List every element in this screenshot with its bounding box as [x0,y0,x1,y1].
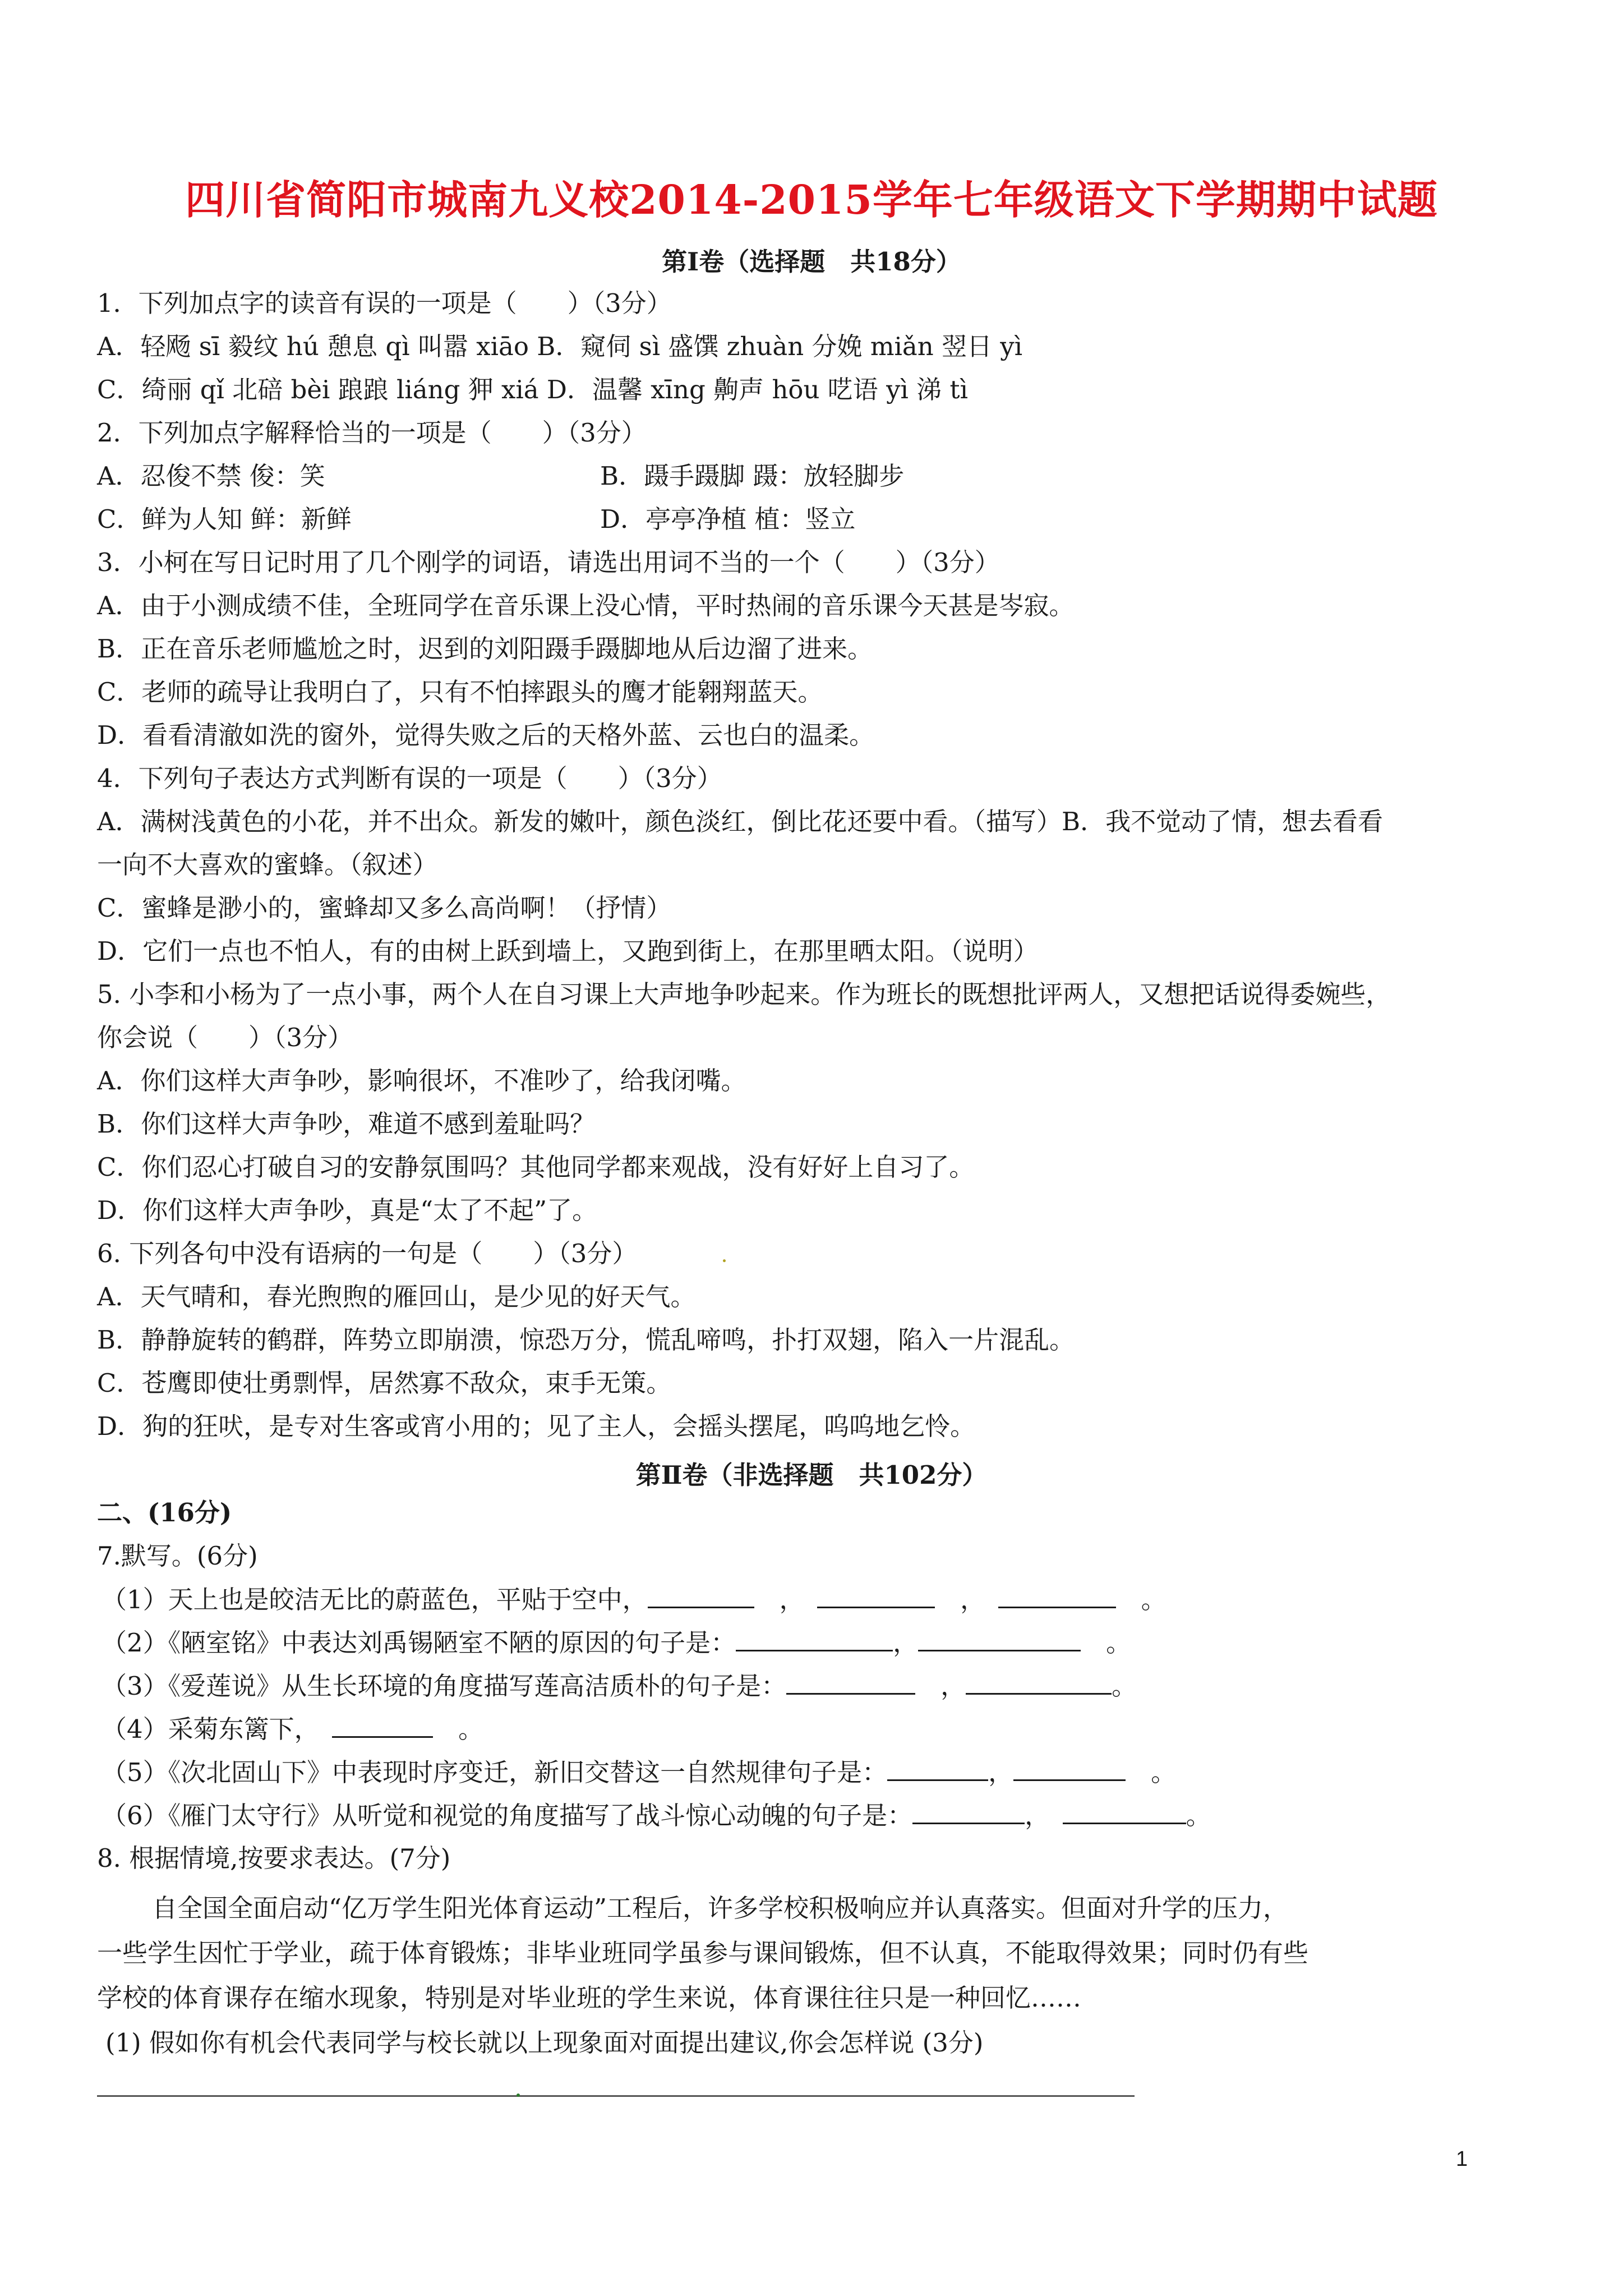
q6-option-d: D．狗的狂吠，是专对生客或宵小用的；见了主人，会摇头摆尾，呜呜地乞怜。 [97,1411,976,1441]
q7-stem: 7.默写。(6分) [97,1541,258,1571]
q8-passage-line1: 自全国全面启动“亿万学生阳光体育运动”工程后，许多学校积极响应并认真落实。但面对升学的压力， [152,1893,1289,1923]
q7-item-3: （3）《爱莲说》从生长环境的角度描写莲高洁质朴的句子是： ， 。 [102,1671,1137,1701]
q7-item-4: （4）采菊东篱下， 。 [102,1714,484,1744]
q7-item-1-text: （1）天上也是皎洁无比的蔚蓝色，平贴于空中， [102,1585,648,1614]
q1-options-cd: C．绮丽 qǐ 北碚 bèi 踉踉 liáng 狎 xiá D．温馨 xīng 齁声 hōu 呓语 yì 涕 tì [97,375,969,404]
q5-option-c: C．你们忍心打破自习的安静氛围吗？其他同学都来观战，没有好好上自习了。 [97,1152,975,1182]
q7-item-2-text: （2）《陋室铭》中表达刘禹锡陋室不陋的原因的句子是： [102,1628,736,1658]
q5-stem-line1: 5. 小李和小杨为了一点小事，两个人在自习课上大声地争吵起来。作为班长的既想批评两人，又想把话说得委婉些， [97,979,1391,1009]
answer-blank[interactable] [1013,1757,1126,1781]
q8-passage-line2: 一些学生因忙于学业，疏于体育锻炼；非毕业班同学虽参与课间锻炼，但不认真，不能取得效果；同时仍有些 [97,1938,1309,1968]
q2-option-b: B．蹑手蹑脚 蹑：放轻脚步 [600,461,905,491]
q7-item-2: （2）《陋室铭》中表达刘禹锡陋室不陋的原因的句子是： ， 。 [102,1628,1132,1658]
answer-blank[interactable] [786,1671,915,1695]
answer-blank[interactable] [817,1584,935,1608]
q7-item-5: （5）《次北固山下》中表现时序变迁，新旧交替这一自然规律句子是： ， 。 [102,1757,1177,1787]
answer-blank[interactable] [912,1800,1025,1824]
answer-blank[interactable] [648,1584,754,1608]
q6-stem: 6. 下列各句中没有语病的一句是（ ）（3分） [97,1239,638,1268]
q3-option-a: A．由于小测成绩不佳，全班同学在音乐课上没心情，平时热闹的音乐课今天甚是岑寂。 [97,591,1075,620]
q3-option-c: C．老师的疏导让我明白了，只有不怕摔跟头的鹰才能翱翔蓝天。 [97,677,823,707]
answer-blank[interactable] [998,1584,1116,1608]
answer-blank[interactable] [887,1757,988,1781]
q3-option-b: B．正在音乐老师尴尬之时，迟到的刘阳蹑手蹑脚地从后边溜了进来。 [97,634,873,664]
q7-item-5-text: （5）《次北固山下》中表现时序变迁，新旧交替这一自然规律句子是： [102,1757,888,1787]
q3-stem: 3．小柯在写日记时用了几个刚学的词语，请选出用词不当的一个（ ）（3分） [97,547,1000,577]
answer-blank[interactable] [736,1627,893,1651]
q4-option-c: C．蜜蜂是渺小的，蜜蜂却又多么高尚啊！（抒情） [97,893,672,923]
q5-option-d: D．你们这样大声争吵，真是“太了不起”了。 [97,1195,598,1225]
q1-stem: 1．下列加点字的读音有误的一项是（ ）（3分） [97,288,672,318]
answer-blank[interactable] [332,1714,433,1738]
q6-option-a: A．天气晴和，春光煦煦的雁回山，是少见的好天气。 [97,1282,696,1312]
q2-option-d: D．亭亭净植 植：竖立 [600,504,856,534]
answer-blank[interactable] [1063,1800,1186,1824]
q3-option-d: D．看看清澈如洗的窗外，觉得失败之后的天格外蓝、云也白的温柔。 [97,720,875,750]
q7-item-6-text: （6）《雁门太守行》从听觉和视觉的角度描写了战斗惊心动魄的句子是： [102,1801,913,1830]
q8-stem: 8. 根据情境,按要求表达。(7分) [97,1843,451,1873]
q8-sub-question-1: (1) 假如你有机会代表同学与校长就以上现象面对面提出建议,你会怎样说 (3分) [105,2028,984,2058]
q4-option-ab-line1: A．满树浅黄色的小花，并不出众。新发的嫩叶，颜色淡红，倒比花还要中看。（描写）B．我不觉动了情，想去看看 [97,807,1384,836]
q7-item-4-text: （4）采菊东篱下， [102,1714,307,1744]
q5-option-b: B．你们这样大声争吵，难道不感到羞耻吗？ [97,1109,596,1139]
section-two-heading: 二、(16分) [97,1498,232,1527]
q4-option-ab-line2: 一向不大喜欢的蜜蜂。（叙述） [97,850,438,880]
q2-option-c: C．鲜为人知 鲜：新鲜 [97,504,352,534]
answer-writing-line[interactable] [97,2095,1135,2097]
stray-dot [723,1259,726,1262]
q6-option-b: B．静静旋转的鹤群，阵势立即崩溃，惊恐万分，慌乱啼鸣，扑打双翅，陷入一片混乱。 [97,1325,1075,1355]
exam-title: 四川省简阳市城南九义校2014-2015学年七年级语文下学期期中试题 [185,176,1438,223]
q5-stem-line2: 你会说（ ）（3分） [97,1023,353,1052]
answer-blank[interactable] [918,1627,1081,1651]
q2-option-a: A．忍俊不禁 俊：笑 [97,461,325,491]
q5-option-a: A．你们这样大声争吵，影响很坏，不准吵了，给我闭嘴。 [97,1066,746,1096]
q7-item-3-text: （3）《爱莲说》从生长环境的角度描写莲高洁质朴的句子是： [102,1671,787,1701]
q2-stem: 2．下列加点字解释恰当的一项是（ ）（3分） [97,418,647,448]
part-one-heading: 第Ⅰ卷（选择题 共18分） [662,247,961,277]
q1-options-ab: A．轻飏 sī 毅纹 hú 憩息 qì 叫嚣 xiāo B．窥伺 sì 盛馔 zhuàn 分娩 miǎn 翌日 yì [97,332,1023,361]
answer-blank[interactable] [966,1671,1112,1695]
stray-dot [517,2093,520,2097]
q8-passage-line3: 学校的体育课存在缩水现象，特别是对毕业班的学生来说，体育课往往只是一种回忆…… [97,1983,1082,2013]
page-number: 1 [1456,2147,1468,2171]
q7-item-6: （6）《雁门太守行》从听觉和视觉的角度描写了战斗惊心动魄的句子是： ， 。 [102,1801,1211,1830]
q4-stem: 4．下列句子表达方式判断有误的一项是（ ）（3分） [97,763,722,793]
q4-option-d: D．它们一点也不怕人，有的由树上跃到墙上，又跑到街上，在那里晒太阳。（说明） [97,936,1039,966]
q6-option-c: C．苍鹰即使壮勇剽悍，居然寡不敌众，束手无策。 [97,1368,672,1398]
part-two-heading: 第Ⅱ卷（非选择题 共102分） [635,1460,988,1490]
q7-item-1: （1）天上也是皎洁无比的蔚蓝色，平贴于空中， ， ， 。 [102,1585,1166,1614]
